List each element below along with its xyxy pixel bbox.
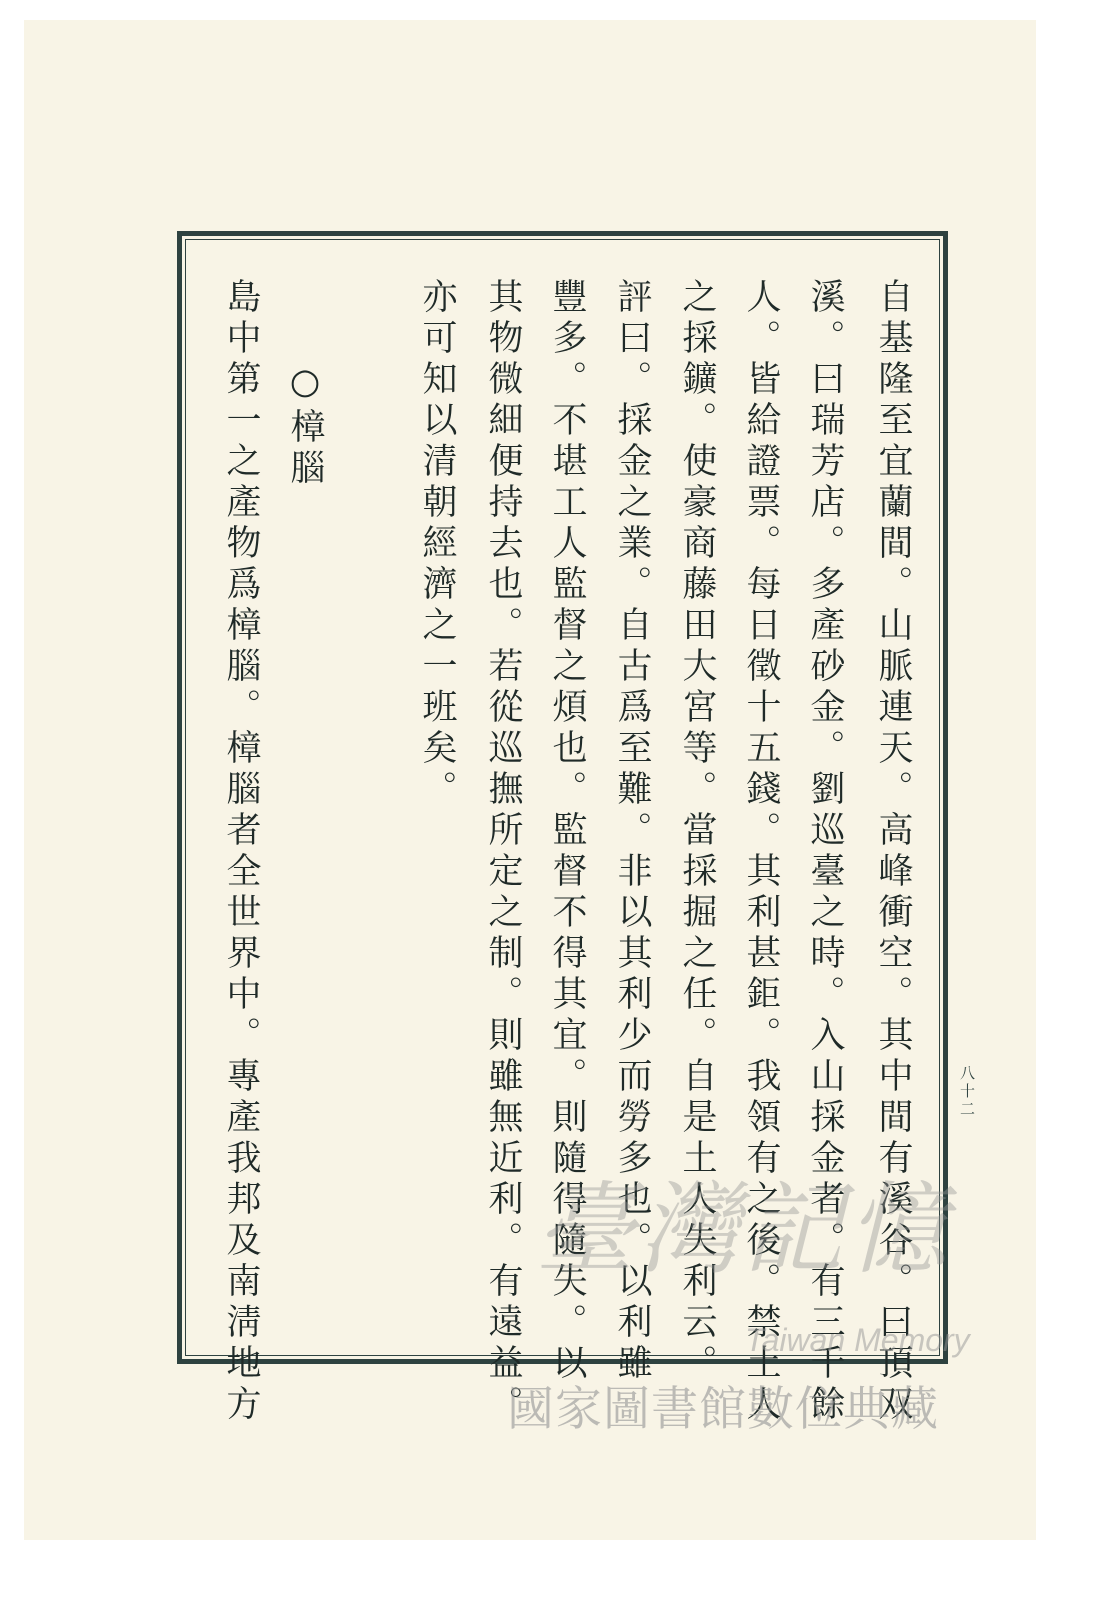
text-column-7: 其物微細便持去也。若從巡撫所定之制。則雖無近利。有遠益。	[483, 278, 523, 1426]
watermark-library: 國家圖書館數位典藏	[507, 1382, 939, 1437]
text-column-3: 人。皆給證票。每日徵十五錢。其利甚鉅。我領有之後。禁土人	[741, 278, 781, 1426]
page-number: 八十二	[958, 1065, 976, 1119]
text-column-4: 之採鑛。使豪商藤田大宮等。當採掘之任。自是土人失利云。	[677, 278, 717, 1385]
text-column-11: 島中第一之產物爲樟腦。樟腦者全世界中。專產我邦及南淸地方	[221, 278, 261, 1426]
text-column-1: 自基隆至宜蘭間。山脈連天。高峰衝空。其中間有溪谷。曰頂双	[873, 278, 913, 1426]
watermark-subtitle: Taiwan Memory	[745, 1322, 970, 1358]
text-column-2: 溪。曰瑞芳店。多產砂金。劉巡臺之時。入山採金者。有三千餘	[805, 278, 845, 1426]
text-column-8: 亦可知以清朝經濟之一班矣。	[417, 278, 457, 811]
watermark-logo: 臺灣記憶	[535, 1171, 951, 1288]
text-column-6: 豐多。不堪工人監督之煩也。監督不得其宜。則隨得隨失。以	[547, 278, 587, 1385]
section-heading: ○樟腦	[285, 362, 325, 490]
text-column-5: 評曰。採金之業。自古爲至難。非以其利少而勞多也。以利雖	[612, 278, 652, 1385]
